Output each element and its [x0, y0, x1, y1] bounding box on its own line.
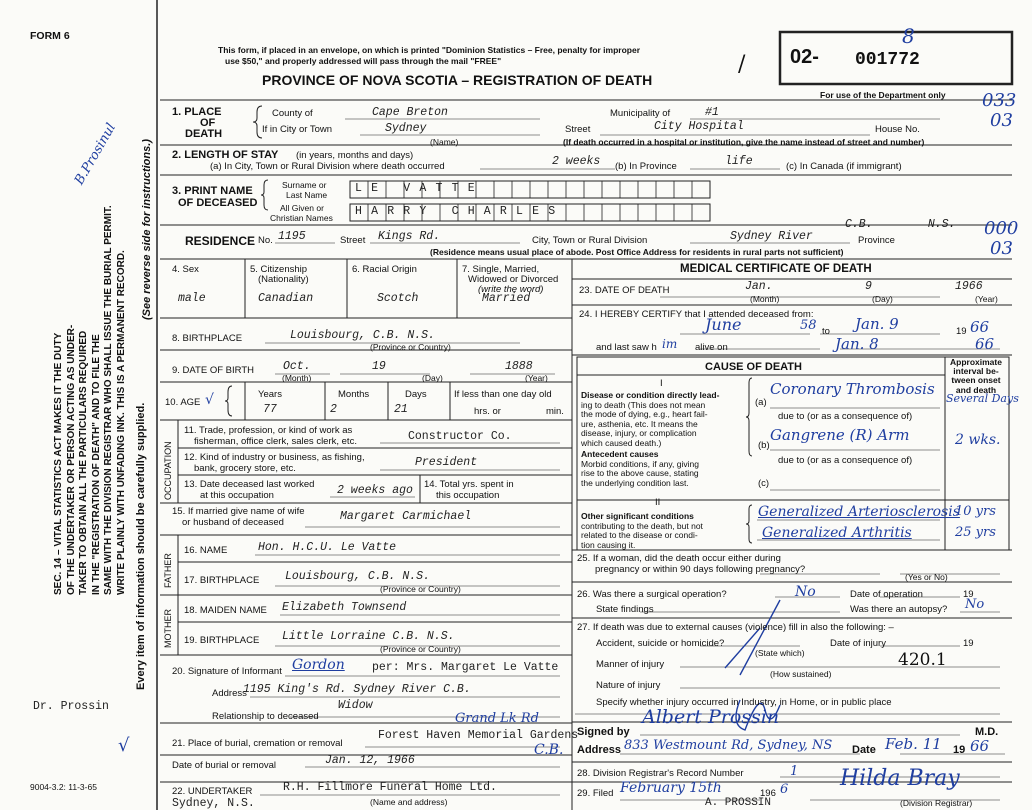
surname-value: LE VATTE	[355, 182, 484, 195]
reg-handwritten-digit: 8	[902, 24, 915, 48]
due-to-a: due to (or as a consequence of)	[778, 411, 913, 422]
cause-b-label: (b)	[758, 440, 770, 451]
s26-label: 26. Was there a surgical operation?	[577, 589, 727, 600]
other-conditions-label: Other significant conditions contributing to the death, but not related to the disease or condi- tion causing it.	[581, 511, 703, 550]
age-years-label: Years	[258, 389, 282, 400]
registrar-note: (Division Registrar)	[900, 798, 973, 808]
s8-label: 8. BIRTHPLACE	[172, 333, 243, 344]
s17-note: (Province or Country)	[380, 584, 461, 594]
mother-side: MOTHER	[163, 609, 173, 648]
county-label: County of	[272, 108, 313, 119]
residence-street-label: Street	[340, 235, 366, 246]
residence-note: (Residence means usual place of abode. Post Office Address for residents in rural parts not sufficient)	[430, 247, 844, 257]
s21-value: Forest Haven Memorial Gardens	[378, 729, 579, 742]
s7-label2: Widowed or Divorced	[468, 274, 559, 285]
s24-to: Jan. 9	[855, 315, 899, 333]
s22-value-2: Sydney, N.S.	[172, 797, 255, 810]
cause-b-interval: 2 wks.	[955, 432, 1001, 448]
municipality-value: #1	[705, 106, 719, 119]
due-to-b: due to (or as a consequence of)	[778, 455, 913, 466]
s21-handwriting-2: C.B.	[534, 742, 564, 758]
s2c-label: (c) In Canada (if immigrant)	[786, 161, 902, 172]
see-reverse-text: (See reverse side for instructions.)	[141, 139, 153, 320]
s20-relationship-label: Relationship to deceased	[212, 711, 319, 722]
s23-day: 9	[865, 280, 872, 293]
father-side: FATHER	[163, 553, 173, 588]
s9-month-label: (Month)	[282, 373, 312, 383]
md-label: M.D.	[975, 726, 999, 738]
s1-label: 1. PLACE	[172, 106, 222, 118]
op-date-label: Date of operation	[850, 589, 923, 600]
cause-a-value: Coronary Thrombosis	[770, 380, 935, 398]
s24-alive-year: 66	[975, 335, 995, 353]
manner-label: Manner of injury	[596, 659, 665, 670]
reg-prefix: 02-	[790, 46, 819, 68]
s24-last-label: and last saw h	[596, 342, 657, 353]
check-mark: √	[118, 735, 130, 756]
s2a-label: (a) In City, Town or Rural Division where death occurred	[210, 161, 445, 172]
cause-a-label: (a)	[755, 397, 767, 408]
sign-year-pre: 19	[953, 744, 966, 756]
s20-address-label: Address	[212, 688, 247, 699]
s5-label: 5. Citizenship	[250, 264, 308, 275]
street-label: Street	[565, 124, 591, 135]
s2b-label: (b) In Province	[615, 161, 677, 172]
specify-label: Specify whether injury occurred in Industry, in Home, or in public place	[596, 697, 892, 708]
given-value: HARRY CHARLES	[355, 205, 565, 218]
s7-label3: (write the word)	[478, 284, 544, 295]
s19-note: (Province or Country)	[380, 644, 461, 654]
every-item-text: Every item of information should be carefully supplied.	[135, 402, 147, 690]
residence-no-label: No.	[258, 235, 273, 246]
s29-year-pre: 196	[760, 788, 776, 799]
s6-value: Scotch	[377, 292, 419, 305]
age-days: 21	[394, 403, 408, 416]
dept-code-3: 000	[984, 218, 1019, 239]
cause-a-interval: Several Days	[946, 392, 1019, 405]
s21-date: Jan. 12, 1966	[325, 754, 415, 767]
s24-from: June	[705, 315, 742, 334]
cause-b-value: Gangrene (R) Arm	[770, 426, 910, 444]
s19-label: 19. BIRTHPLACE	[184, 635, 260, 646]
print-name: A. PROSSIN	[705, 797, 772, 809]
form-number: FORM 6	[30, 30, 70, 42]
s3-label2: OF DECEASED	[178, 197, 258, 209]
street-value: City Hospital	[654, 120, 744, 133]
s29-year: 6	[780, 782, 789, 797]
sign-year: 66	[970, 737, 990, 755]
s14-label2: this occupation	[436, 490, 500, 501]
s5-value: Canadian	[258, 292, 314, 305]
s22-value: R.H. Fillmore Funeral Home Ltd.	[283, 781, 497, 794]
nature-label: Nature of injury	[596, 680, 661, 691]
s18-value: Elizabeth Townsend	[282, 601, 407, 614]
dept-use-label: For use of the Department only	[820, 90, 946, 100]
s7-value: Married	[482, 292, 531, 305]
s24-to-year: 66	[970, 318, 990, 336]
s21-handwriting: Grand Lk Rd	[455, 711, 539, 726]
s15-label2: or husband of deceased	[182, 517, 284, 528]
s24-alive: Jan. 8	[835, 335, 879, 353]
s9-day-label: (Day)	[422, 373, 443, 383]
s21-label: 21. Place of burial, cremation or removal	[172, 738, 343, 749]
s11-label: 11. Trade, profession, or kind of work as	[184, 425, 353, 436]
s28-value: 1	[790, 764, 799, 779]
s10-label: 10. AGE	[165, 397, 201, 408]
s24-from-day: 58	[800, 318, 817, 333]
dr-prossin-note: Dr. Prossin	[33, 700, 109, 713]
injury-date-label: Date of injury	[830, 638, 886, 649]
s12-label2: bank, grocery store, etc.	[194, 463, 296, 474]
s19-value: Little Lorraine C.B. N.S.	[282, 630, 455, 643]
s2b-value: life	[725, 155, 753, 168]
s23-year: 1966	[955, 280, 983, 293]
s21-date-label: Date of burial or removal	[172, 760, 277, 771]
s23-day-label: (Day)	[872, 294, 893, 304]
s20-relationship: Widow	[338, 699, 373, 712]
medical-heading: MEDICAL CERTIFICATE OF DEATH	[680, 263, 872, 275]
s26-value: No	[795, 584, 816, 600]
signed-label: Signed by	[577, 726, 630, 738]
s9-label: 9. DATE OF BIRTH	[172, 365, 254, 376]
margin-handwriting: B.Prosinul	[72, 120, 120, 188]
city-name-note: (Name)	[430, 137, 459, 147]
s23-month: Jan.	[745, 280, 773, 293]
s13-label: 13. Date deceased last worked	[184, 479, 315, 490]
age-min: min.	[546, 406, 564, 417]
age-less-label: If less than one day old	[454, 389, 552, 400]
house-label: House No.	[875, 124, 920, 135]
county-value: Cape Breton	[372, 106, 448, 119]
s29-filed: February 15th	[620, 780, 722, 796]
s18-label: 18. MAIDEN NAME	[184, 605, 267, 616]
direct-cause-label: Disease or condition directly lead- ing to death (This does not mean the mode of dying, e.g., heart fail- ure, asthenia, etc. It means the disease, injury, or complication which caused death.)	[581, 390, 720, 448]
s17-label: 17. BIRTHPLACE	[184, 575, 260, 586]
s4-label: 4. Sex	[172, 264, 199, 275]
s23-year-label: (Year)	[975, 294, 998, 304]
s24-to-label: to	[822, 326, 830, 337]
approx-interval-label: Approximate interval be- tween onset and death	[950, 357, 1002, 395]
city-value: Sydney	[385, 122, 427, 135]
s9-year-label: (Year)	[525, 373, 548, 383]
s14-label: 14. Total yrs. spent in	[424, 479, 514, 490]
page-title: PROVINCE OF NOVA SCOTIA – REGISTRATION OF DEATH	[262, 72, 653, 88]
age-months: 2	[330, 403, 337, 416]
age-hrs: hrs. or	[474, 406, 501, 417]
registrar-signature: Hilda Bray	[840, 766, 960, 791]
s15-label: 15. If married give name of wife	[172, 506, 305, 517]
s28-label: 28. Division Registrar's Record Number	[577, 768, 744, 779]
how-sustained: (How sustained)	[770, 669, 832, 679]
other-condition-1-interval: 10 yrs	[955, 504, 996, 519]
residence-no: 1195	[278, 230, 306, 243]
s24-label: 24. I HEREBY CERTIFY that I attended deceased from:	[579, 309, 814, 320]
sign-date-label: Date	[852, 744, 876, 756]
s2a-value: 2 weeks	[552, 155, 601, 168]
s16-label: 16. NAME	[184, 545, 228, 556]
surname-label2: Last Name	[286, 190, 328, 200]
physician-address-label: Address	[577, 744, 622, 756]
physician-signature: Albert Prossin	[642, 706, 780, 728]
informant-signature: Gordon	[292, 657, 345, 673]
other-condition-2: Generalized Arthritis	[762, 525, 912, 541]
s13-value: 2 weeks ago	[337, 484, 413, 497]
s10-check: √	[205, 392, 214, 408]
s8-value: Louisbourg, C.B. N.S.	[290, 329, 435, 342]
s13-label2: at this occupation	[200, 490, 274, 501]
notice-line-1: This form, if placed in an envelope, on which is printed "Dominion Statistics – Free, penalty for improper	[218, 45, 641, 55]
roman-2: II	[655, 497, 661, 508]
s25-label: 25. If a woman, did the death occur either during	[577, 553, 781, 564]
hospital-note: (If death occurred in a hospital or institution, give the name instead of street and number)	[563, 137, 925, 147]
s2-label: 2. LENGTH OF STAY	[172, 149, 279, 161]
other-condition-2-interval: 25 yrs	[955, 525, 996, 540]
dept-code-2: 03	[990, 110, 1013, 131]
s25-label2: pregnancy or within 90 days following pregnancy?	[595, 564, 806, 575]
residence-city-label: City, Town or Rural Division	[532, 235, 648, 246]
s9-day: 19	[372, 360, 386, 373]
occupation-side: OCCUPATION	[163, 441, 173, 500]
s3-label1: 3. PRINT NAME	[172, 185, 253, 197]
s12-value: President	[415, 456, 478, 469]
age-years: 77	[263, 403, 277, 416]
residence-label: RESIDENCE	[185, 234, 256, 248]
roman-1: I	[660, 378, 663, 389]
cause-heading: CAUSE OF DEATH	[705, 361, 802, 373]
municipality-label: Municipality of	[610, 108, 671, 119]
accident-label: Accident, suicide or homicide?	[596, 638, 725, 649]
s11-label2: fisherman, office clerk, sales clerk, etc.	[194, 436, 357, 447]
findings-label: State findings	[596, 604, 654, 615]
s7-label: 7. Single, Married,	[462, 264, 540, 275]
given-label: All Given or	[280, 203, 324, 213]
s9-month: Oct.	[283, 360, 311, 373]
s6-label: 6. Racial Origin	[352, 264, 417, 275]
cause-c-label: (c)	[758, 478, 770, 489]
autopsy-label: Was there an autopsy?	[850, 604, 948, 615]
s20-address: 1195 King's Rd. Sydney River C.B.	[243, 683, 471, 696]
residence-street: Kings Rd.	[378, 230, 441, 243]
s25-note: (Yes or No)	[905, 572, 948, 582]
sign-date: Feb. 11	[885, 735, 942, 753]
s15-value: Margaret Carmichael	[340, 510, 472, 523]
informant-per: per: Mrs. Margaret Le Vatte	[372, 661, 559, 674]
physician-address: 833 Westmount Rd, Sydney, NS	[624, 738, 833, 753]
other-condition-1: Generalized Arteriosclerosis	[758, 504, 960, 520]
age-days-label: Days	[405, 389, 427, 400]
surname-label: Surname or	[282, 180, 327, 190]
reg-slash: /	[738, 52, 746, 77]
s16-value: Hon. H.C.U. Le Vatte	[258, 541, 397, 554]
injury-year: 19	[963, 638, 974, 649]
residence-province: C.B. N.S.	[845, 218, 956, 231]
classification-code: 420.1	[898, 650, 947, 670]
city-label: If in City or Town	[262, 124, 333, 135]
s1-label2: OF	[200, 117, 216, 129]
given-label2: Christian Names	[270, 213, 333, 223]
s11-value: Constructor Co.	[408, 430, 512, 443]
s22-note: (Name and address)	[370, 797, 448, 807]
form-code: 9004-3.2: 11-3-65	[30, 782, 97, 792]
s1-label3: DEATH	[185, 128, 223, 140]
antecedent-label: Antecedent causes Morbid conditions, if any, giving rise to the above cause, stating the underlying condition last.	[581, 449, 699, 488]
age-months-label: Months	[338, 389, 370, 400]
s2-paren: (in years, months and days)	[296, 150, 414, 161]
s24-alive-label: alive on	[695, 342, 728, 353]
s9-year: 1888	[505, 360, 533, 373]
notice-line-2: use $50," and properly addressed will pass through the mail "FREE"	[225, 56, 502, 66]
s23-month-label: (Month)	[750, 294, 780, 304]
s4-value: male	[178, 292, 206, 305]
autopsy-value: No	[965, 597, 985, 612]
dept-code-1: 033	[982, 90, 1017, 111]
s5-sub: (Nationality)	[258, 274, 309, 285]
s24-last-hw: im	[662, 337, 678, 351]
residence-province-label: Province	[858, 235, 895, 246]
s12-label: 12. Kind of industry or business, as fishing,	[184, 452, 365, 463]
s23-label: 23. DATE OF DEATH	[579, 285, 670, 296]
residence-city: Sydney River	[730, 230, 813, 243]
s24-to-year-pre: 19	[956, 326, 967, 337]
op-year: 19	[963, 589, 974, 600]
s27-label: 27. If death was due to external causes (violence) fill in also the following: –	[577, 622, 894, 633]
s22-label: 22. UNDERTAKER	[172, 786, 253, 797]
dept-code-4: 03	[990, 238, 1013, 259]
s8-note: (Province or Country)	[370, 342, 451, 352]
sec14-text: SEC. 14 – VITAL STATISTICS ACT MAKES IT THE DUTY OF THE UNDERTAKER OR PERSON ACTING AS UNDER- TAKER TO OBTAIN ALL THE PARTICULARS REQUIRED IN THE "REGISTRATION OF DEATH" AND TO FILE THE SAME WITH THE DIVISION REGISTRAR WHO SHALL ISSUE THE BURIAL PERMIT. WRITE PLAINLY WITH UNFADING INK. THIS IS A PERMANENT RECORD.	[53, 205, 127, 595]
s17-value: Louisbourg, C.B. N.S.	[285, 570, 430, 583]
s29-label: 29. Filed	[577, 788, 614, 799]
reg-number: 001772	[855, 50, 920, 70]
s20-label: 20. Signature of Informant	[172, 666, 282, 677]
state-which: (State which)	[755, 648, 805, 658]
